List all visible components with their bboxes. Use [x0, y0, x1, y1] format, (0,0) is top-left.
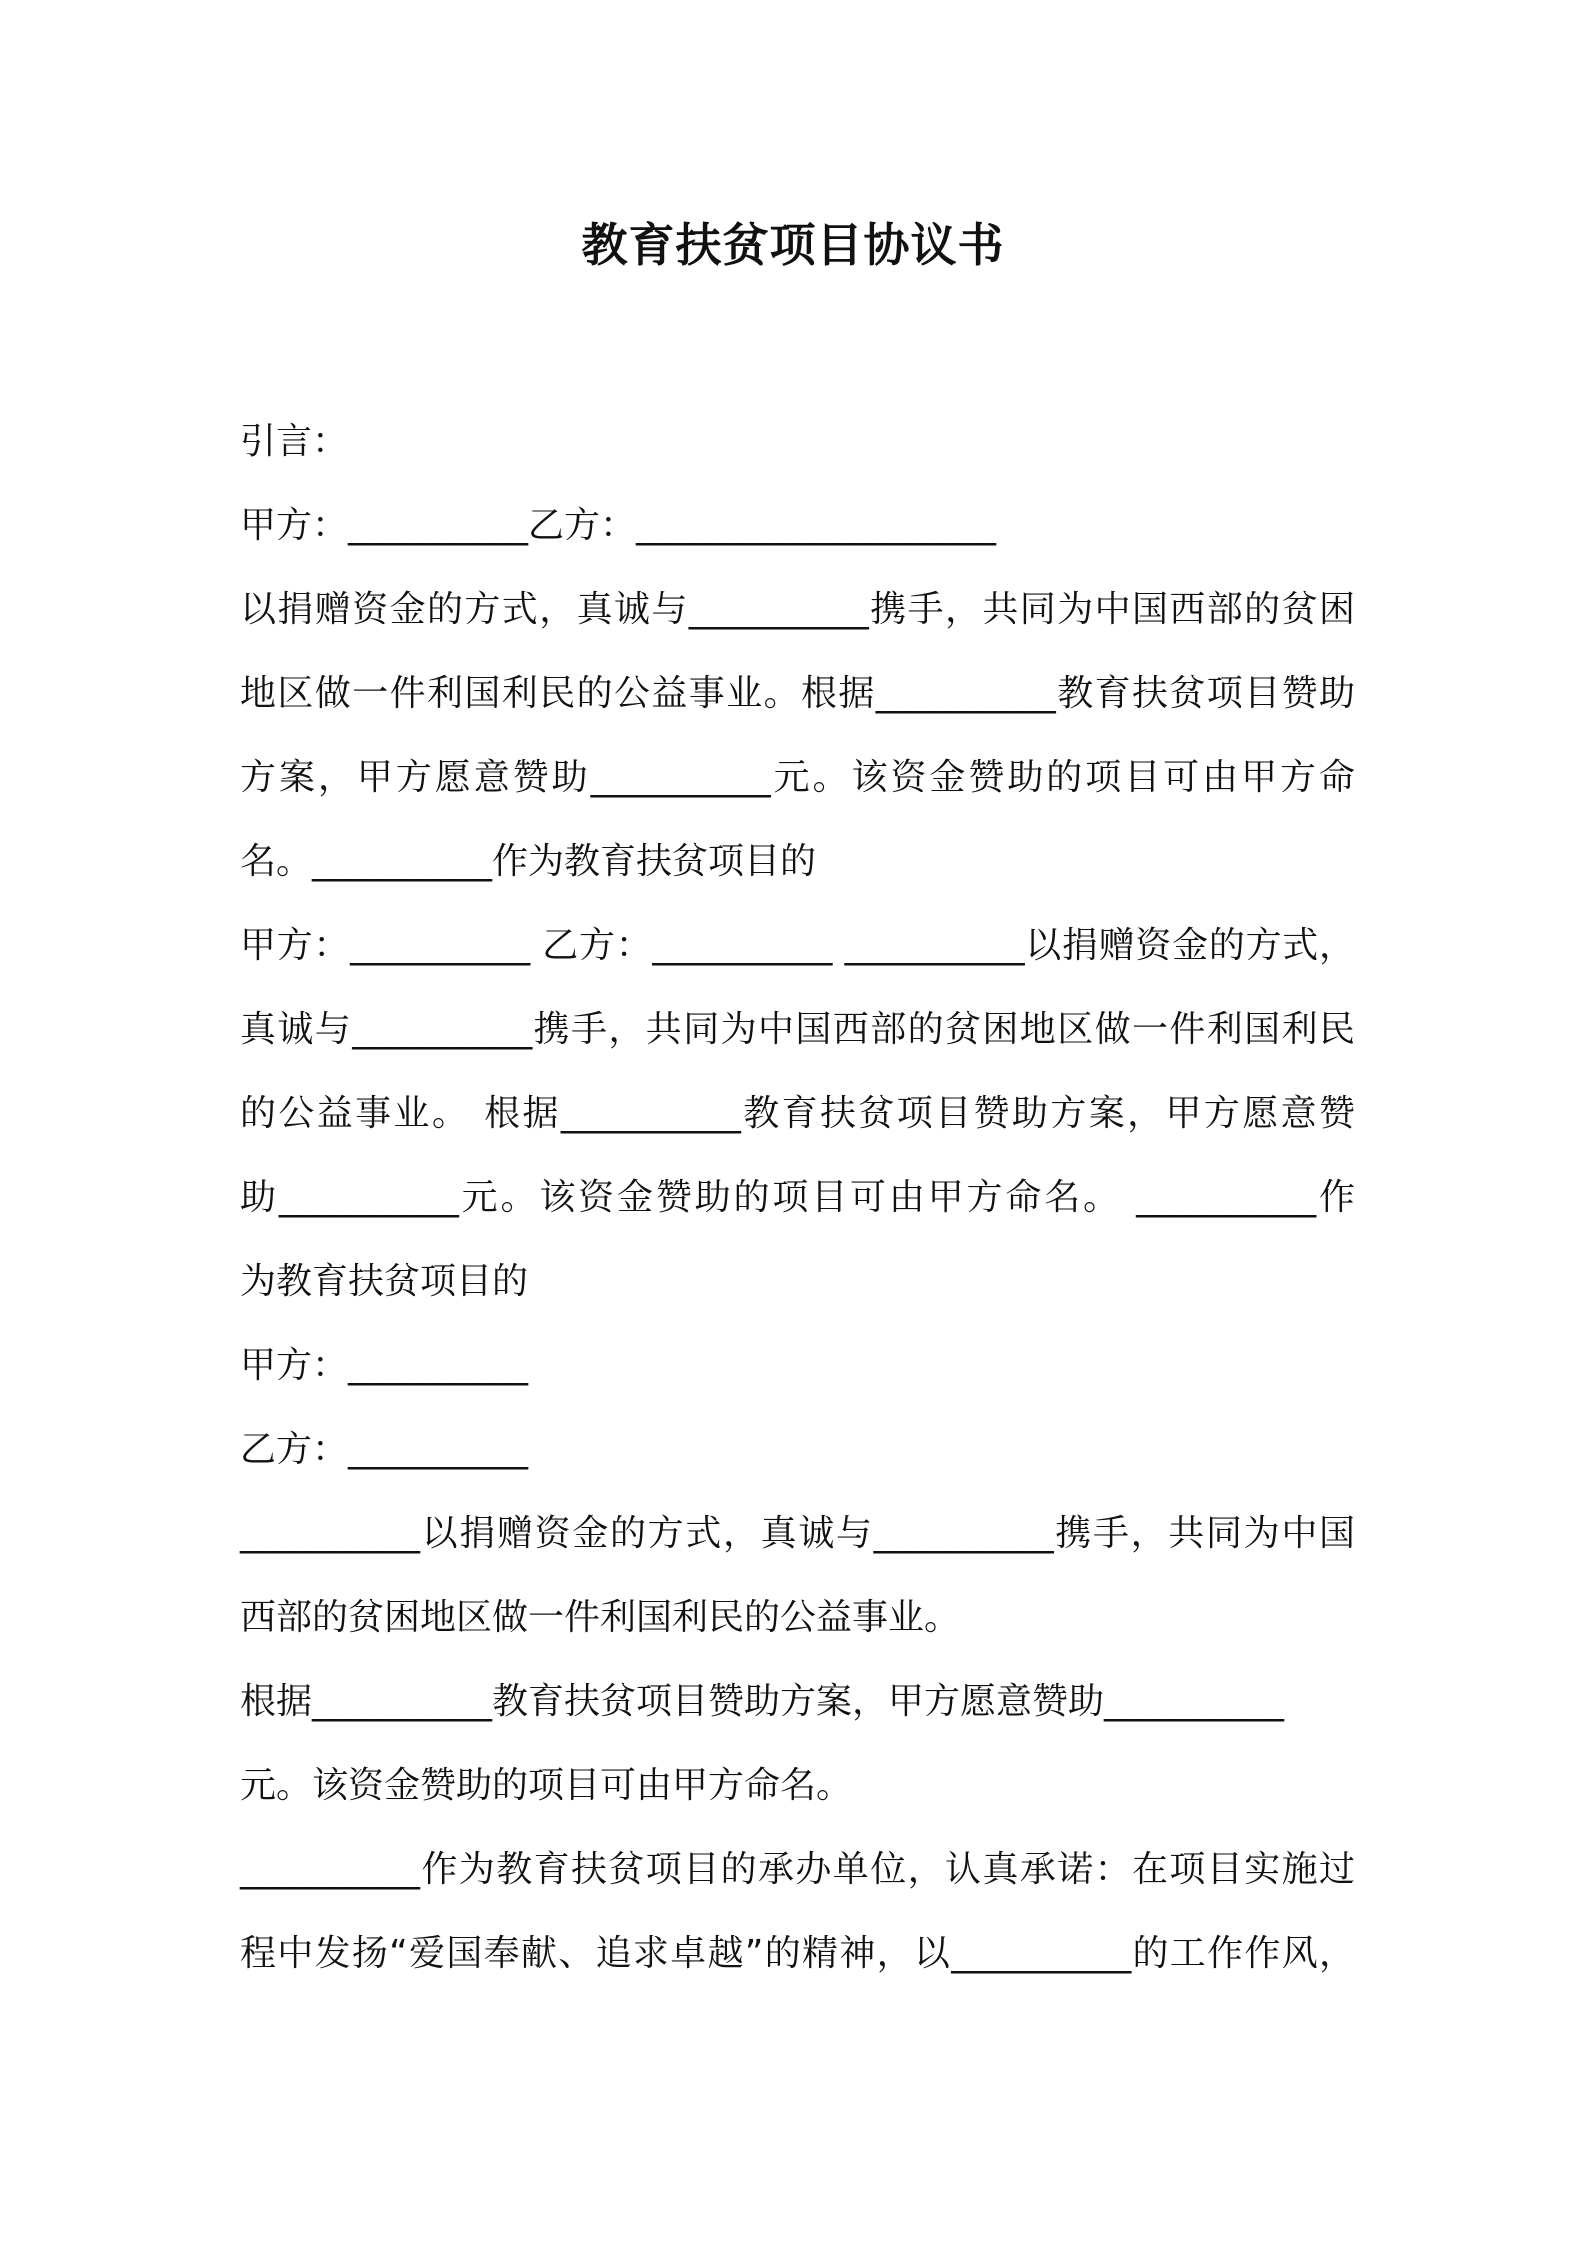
document-body — [240, 400, 1355, 1996]
paragraph-line: 地区做一件利国利民的公益事业。根据__________教育扶贫项目赞助 — [240, 673, 1355, 714]
paragraph-line: 的公益事业。 根据__________教育扶贫项目赞助方案，甲方愿意赞 — [240, 1093, 1355, 1134]
paragraph-line: 助__________元。该资金赞助的项目可由甲方命名。 __________作 — [240, 1177, 1355, 1218]
party-b-line: 乙方：__________ — [240, 1429, 529, 1470]
paragraph-line: __________作为教育扶贫项目的承办单位，认真承诺：在项目实施过 — [240, 1849, 1355, 1890]
party-a-line: 甲方：__________ — [240, 1345, 529, 1386]
paragraph-line: 为教育扶贫项目的 — [240, 1261, 529, 1302]
paragraph-line: 真诚与__________携手，共同为中国西部的贫困地区做一件利国利民 — [240, 1009, 1355, 1050]
paragraph-line: 以捐赠资金的方式，真诚与__________携手，共同为中国西部的贫困 — [240, 589, 1355, 630]
paragraph-line: 甲方：__________ 乙方：__________ __________以捐赠资金的方式， — [240, 925, 1355, 966]
paragraph-line: __________以捐赠资金的方式，真诚与__________携手，共同为中国 — [240, 1513, 1355, 1554]
paragraph-line: 方案，甲方愿意赞助__________元。该资金赞助的项目可由甲方命 — [240, 757, 1355, 798]
paragraph-line: 名。__________作为教育扶贫项目的 — [240, 841, 817, 882]
document-title: 教育扶贫项目协议书 — [581, 218, 1005, 272]
paragraph-line: 元。该资金赞助的项目可由甲方命名。 — [240, 1765, 853, 1806]
paragraph-line: 根据__________教育扶贫项目赞助方案，甲方愿意赞助__________ — [240, 1681, 1285, 1722]
paragraph-line: 程中发扬“爱国奉献、追求卓越”的精神，以__________的工作作风， — [240, 1933, 1355, 1974]
party-line: 甲方：__________乙方：____________________ — [240, 505, 997, 546]
intro-heading: 引言： — [240, 421, 349, 462]
paragraph-line: 西部的贫困地区做一件利国利民的公益事业。 — [240, 1597, 961, 1638]
